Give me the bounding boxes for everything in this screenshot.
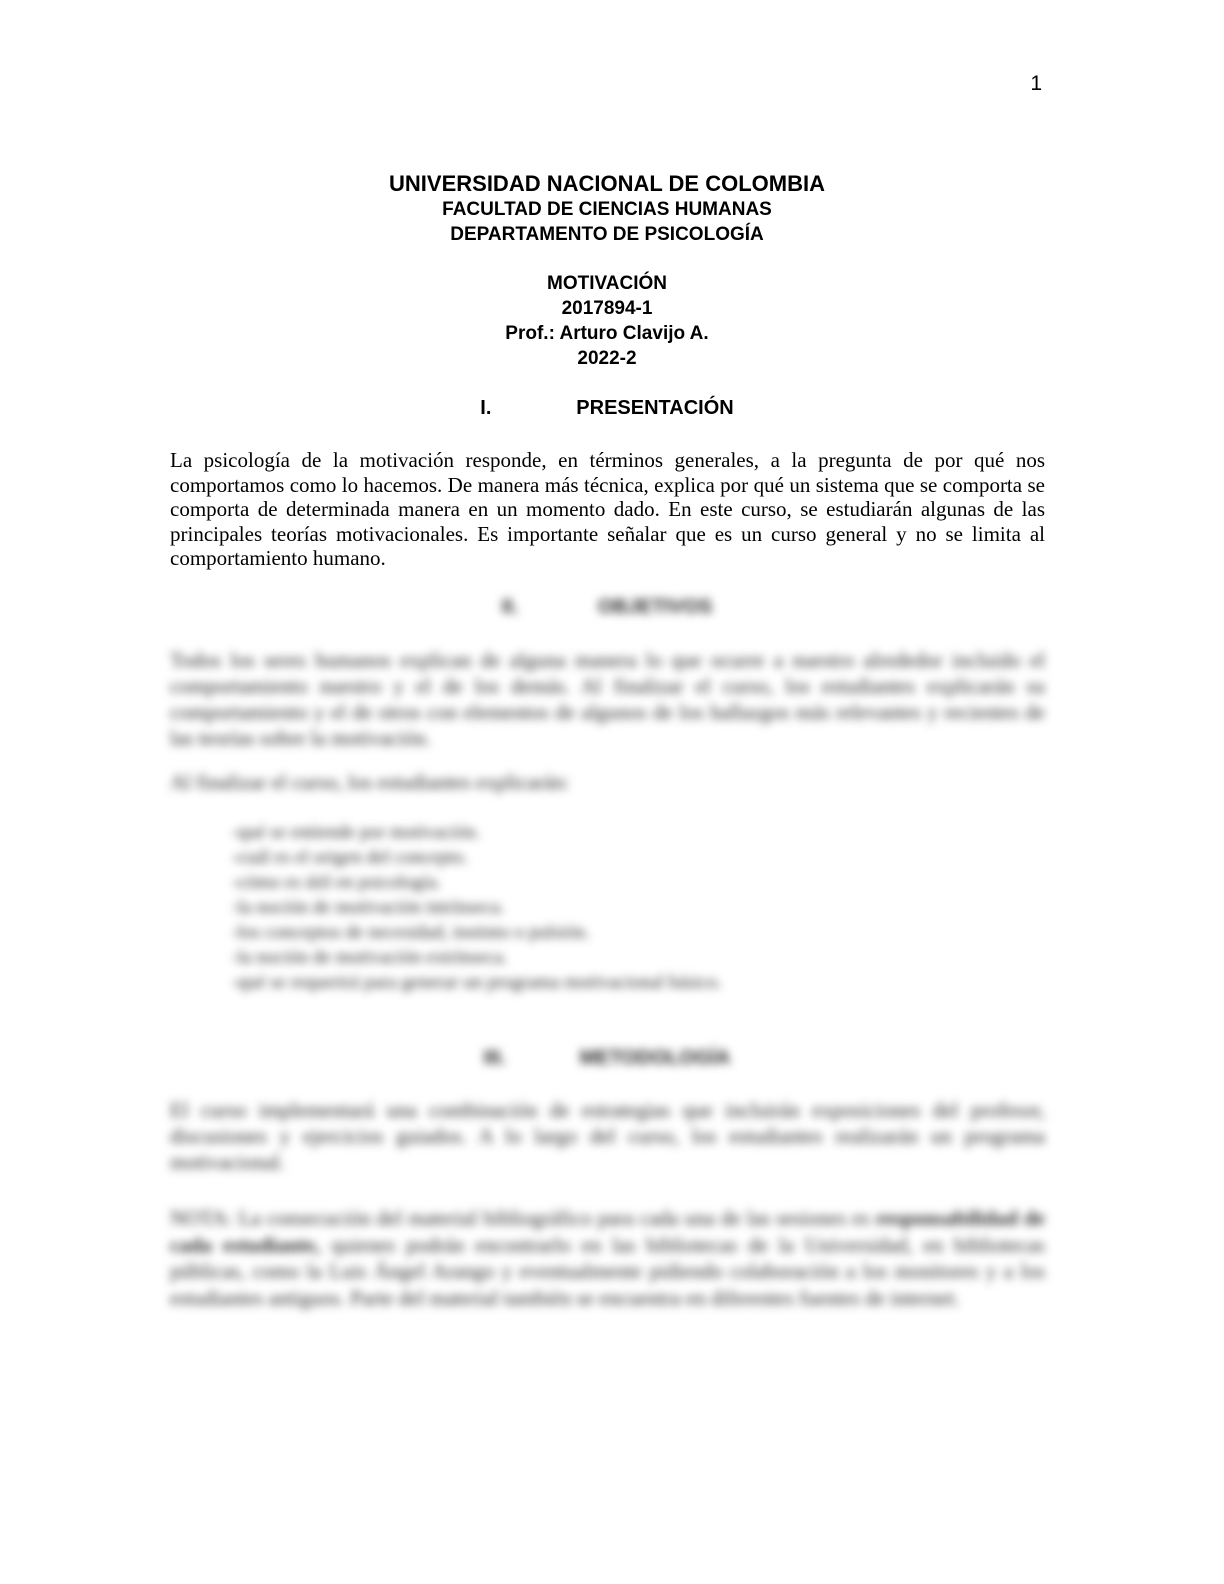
list-item: - la noción de motivación extrínseca.	[170, 945, 1045, 970]
list-item: - qué se entiende por motivación.	[170, 820, 1045, 845]
course-term: 2022-2	[577, 348, 637, 369]
section-title: OBJETIVOS	[597, 596, 713, 618]
list-item: - los conceptos de necesidad, instinto o pulsión.	[170, 920, 1045, 945]
section-heading-presentacion	[0, 397, 1214, 420]
list-item: - qué se requerirá para generar un programa motivacional básico.	[170, 970, 1045, 995]
note-emphasis: responsabilidad de cada estudiante,	[170, 1206, 1045, 1257]
objetivos-intro: Al finalizar el curso, los estudiantes explicarán:	[170, 770, 570, 794]
document-header	[0, 170, 1214, 371]
university-name: UNIVERSIDAD NACIONAL DE COLOMBIA	[389, 171, 825, 196]
list-item: - cuál es el origen del concepto.	[170, 845, 1045, 870]
metodologia-note	[170, 1205, 1045, 1311]
course-info	[0, 271, 1214, 371]
objetivos-list	[170, 820, 1045, 995]
faculty-name: FACULTAD DE CIENCIAS HUMANAS	[442, 199, 772, 220]
section-title: PRESENTACIÓN	[576, 397, 734, 419]
section-heading-metodologia	[0, 1047, 1214, 1070]
note-label: NOTA:	[170, 1206, 233, 1230]
note-text: La consecución del material bibliográfico para cada una de las sesiones es	[238, 1206, 870, 1230]
section-heading-objetivos	[0, 596, 1214, 619]
list-item: - cómo es útil en psicología.	[170, 870, 1045, 895]
section-title: METODOLOGÍA	[579, 1047, 731, 1069]
section-number: II.	[501, 596, 519, 618]
list-item: - la noción de motivación intrínseca.	[170, 895, 1045, 920]
course-name: MOTIVACIÓN	[547, 273, 667, 294]
department-name: DEPARTAMENTO DE PSICOLOGÍA	[450, 224, 764, 245]
presentacion-paragraph: La psicología de la motivación responde, en términos generales, a la pregunta de por qué nos comportamos como lo hacemos. De manera más técnica, explica por qué un sistema que se comporta se comporta de determinada manera en un momento dado. En este curso, se estudiarán algunas de las principales teorías motivacionales. Es importante señalar que es un curso general y no se limita al comportamiento humano.	[170, 448, 1045, 570]
page-number: 1	[1030, 72, 1042, 95]
course-professor: Prof.: Arturo Clavijo A.	[505, 323, 709, 344]
objetivos-paragraph: Todos los seres humanos explican de alguna manera lo que ocurre a nuestro alrededor incluido el comportamiento nuestro y el de los demás. Al finalizar el curso, los estudiantes explicarán su comportamiento y el de otros con elementos de algunos de los hallazgos más relevantes y recientes de las teorías sobre la motivación.	[170, 648, 1045, 750]
section-number: I.	[480, 397, 492, 419]
note-text: quienes podrán encontrarlo en las bibliotecas de la Universidad, en bibliotecas públicas, como la Luis Ángel Arango y eventualmente pidiendo colaboración a los monitores y a los estudiantes antiguos. Parte del material también se encuentra en diferentes fuentes de internet.	[170, 1232, 1045, 1310]
section-number: III.	[483, 1047, 506, 1069]
metodologia-paragraph: El curso implementará una combinación de estrategias que incluirán exposiciones del profesor, discusiones y ejercicios guiados. A lo largo del curso, los estudiantes realizarán un programa motivacional.	[170, 1098, 1045, 1174]
course-code: 2017894-1	[561, 298, 653, 319]
